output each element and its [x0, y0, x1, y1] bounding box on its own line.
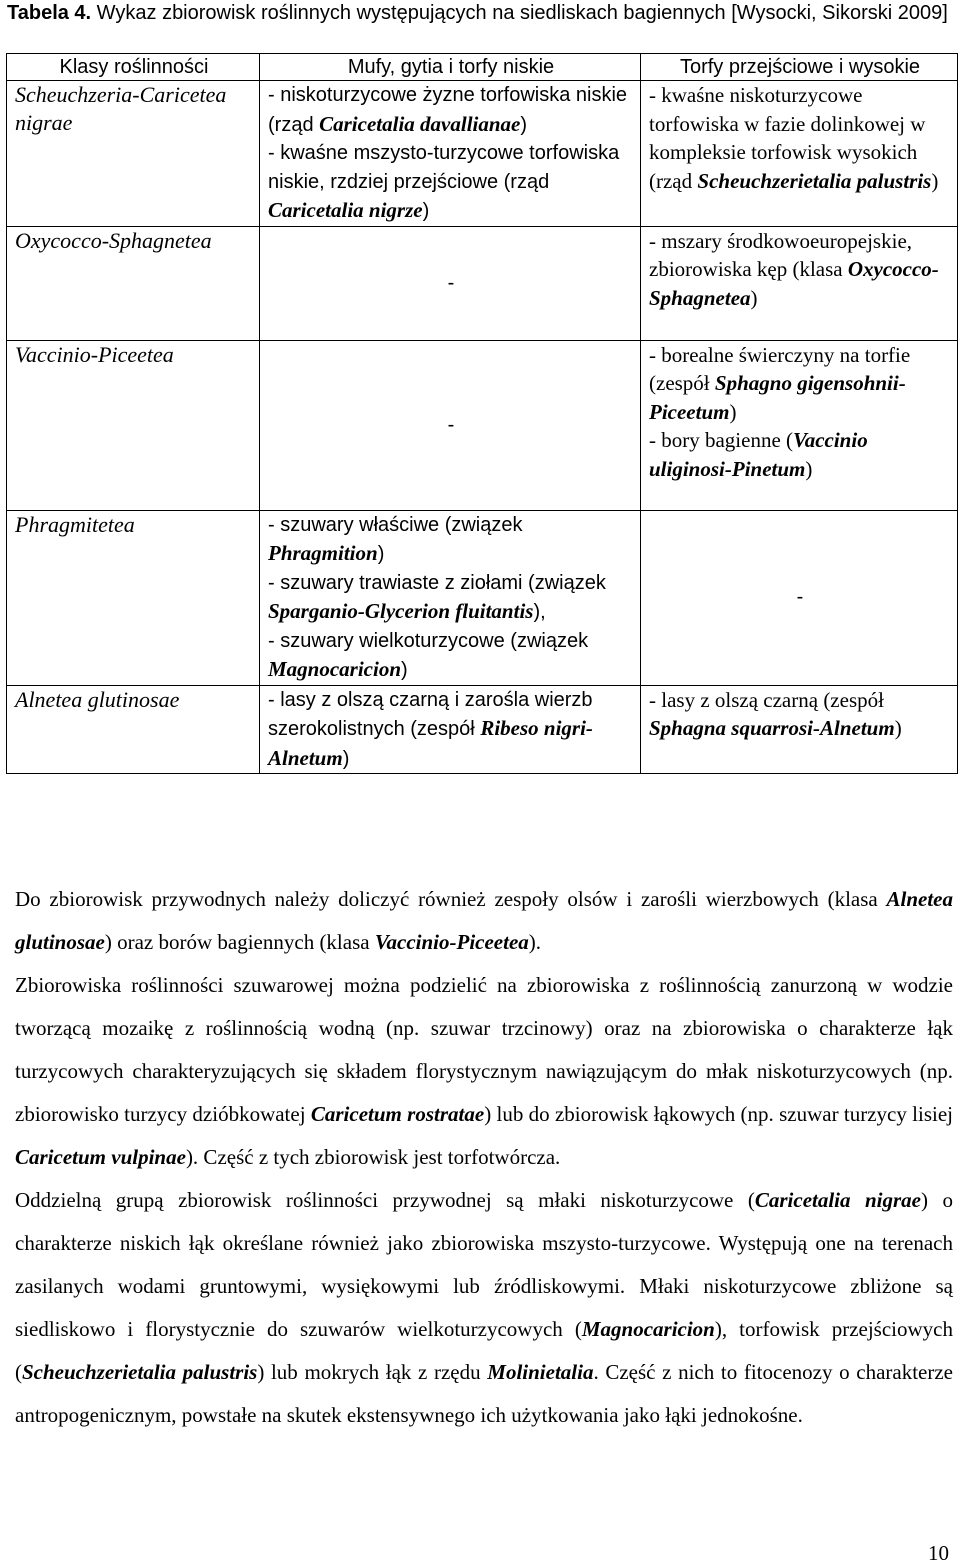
body-text: [15, 878, 953, 1437]
paragraph: Oddzielną grupą zbiorowisk roślinności przywodnej są młaki niskoturzycowe (Caricetalia nigrae) o charakterze niskich łąk określane również jako zbiorowiska mszysto-turzycowe. Występują one na terenach zasilanych wodami gruntowymi, wysiękowymi lub źródliskowymi. Młaki niskoturzycowe zbliżone są siedliskowo i florystycznie do szuwarów wielkoturzycowych (Magnocaricion), torfowisk przejściowych (Scheuchzerietalia palustris) lub mokrych łąk z rzędu Molinietalia. Część z nich to fitocenozy o charakterze antropogenicznym, powstałe na skutek ekstensywnego ich użytkowania jako łąki jednokośne.: [15, 1188, 953, 1427]
header-classes: Klasy roślinności: [7, 54, 260, 81]
table-caption-label: Tabela 4.: [7, 2, 92, 24]
latin-name: Sparganio-Glycerion fluitantis: [268, 599, 534, 623]
paragraph: Do zbiorowisk przywodnych należy doliczyć również zespoły olsów i zarośli wierzbowych (klasa Alnetea glutinosae) oraz borów bagiennych (klasa Vaccinio-Piceetea).: [15, 887, 953, 954]
latin-name: Caricetum rostratae: [310, 1102, 485, 1126]
empty-dash-cell: -: [260, 340, 641, 510]
table-caption: [7, 0, 955, 27]
high-peat-cell: - mszary środkowoeuropejskie, zbiorowiska kęp (klasa Oxycocco-Sphagnetea): [641, 226, 958, 340]
latin-name: Phragmition: [268, 541, 378, 565]
table-caption-text: Wykaz zbiorowisk roślinnych występujących na siedliskach bagiennych [Wysocki, Sikorski 2009]: [91, 2, 948, 24]
header-low-peat: Mufy, gytia i torfy niskie: [260, 54, 641, 81]
latin-name: Scheuchzerietalia palustris: [697, 168, 932, 193]
class-name-cell: Scheuchzeria-Caricetea nigrae: [7, 81, 260, 227]
latin-name: Vaccinio uliginosi-Pinetum: [649, 428, 868, 481]
high-peat-cell: - borealne świerczyny na torfie (zespół Sphagno gigensohnii-Piceetum) - bory bagienne (Vaccinio uliginosi-Pinetum): [641, 340, 958, 510]
latin-name: Caricetalia davallianae: [319, 111, 521, 136]
empty-dash-cell: -: [260, 226, 641, 340]
latin-name: Magnocaricion: [268, 657, 402, 681]
header-high-peat: Torfy przejściowe i wysokie: [641, 54, 958, 81]
latin-name: Ribeso nigri-Alnetum: [268, 716, 593, 770]
high-peat-cell: - lasy z olszą czarną (zespół Sphagna squarrosi-Alnetum): [641, 685, 958, 774]
low-peat-cell: - lasy z olszą czarną i zarośla wierzb szerokolistnych (zespół Ribeso nigri-Alnetum): [260, 685, 641, 774]
latin-name: Oxycocco-Sphagnetea: [649, 257, 939, 310]
class-name-cell: Oxycocco-Sphagnetea: [7, 226, 260, 340]
table-row: [7, 81, 958, 227]
class-name-cell: Vaccinio-Piceetea: [7, 340, 260, 510]
latin-name: Scheuchzerietalia palustris: [22, 1360, 258, 1384]
latin-name: Alnetea glutinosae: [15, 887, 953, 954]
high-peat-cell: - kwaśne niskoturzycowe torfowiska w fazie dolinkowej w kompleksie torfowisk wysokich (rząd Scheuchzerietalia palustris): [641, 81, 958, 227]
latin-name: Vaccinio-Piceetea: [374, 930, 529, 954]
paragraph: Zbiorowiska roślinności szuwarowej można podzielić na zbiorowiska z roślinnością zanurzoną w wodzie tworzącą mozaikę z roślinnością wodną (np. szuwar trzcinowy) oraz na zbiorowiska o charakterze łąk turzycowych charakteryzujących się składem florystycznym nawiązującym do młak niskoturzycowych (np. zbiorowisko turzycy dzióbkowatej Caricetum rostratae) lub do zbiorowisk łąkowych (np. szuwar turzycy lisiej Caricetum vulpinae). Część z tych zbiorowisk jest torfotwórcza.: [15, 973, 953, 1169]
empty-dash-cell: -: [641, 510, 958, 685]
vegetation-table: [6, 53, 958, 774]
table-row: [7, 340, 958, 510]
low-peat-cell: - niskoturzycowe żyzne torfowiska niskie (rząd Caricetalia davallianae) - kwaśne mszysto-turzycowe torfowiska niskie, rzdziej przejściowe (rząd Caricetalia nigrze): [260, 81, 641, 227]
latin-name: Sphagna squarrosi-Alnetum: [649, 716, 895, 740]
class-name-cell: Alnetea glutinosae: [7, 685, 260, 774]
low-peat-cell: - szuwary właściwe (związek Phragmition) - szuwary trawiaste z ziołami (związek Sparganio-Glycerion fluitantis), - szuwary wielkoturzycowe (związek Magnocaricion): [260, 510, 641, 685]
table-row: [7, 685, 958, 774]
table-row: [7, 226, 958, 340]
latin-name: Sphagno gigensohnii-Piceetum: [649, 371, 906, 424]
latin-name: Caricetalia nigrae: [754, 1188, 922, 1212]
page-number: 10: [928, 1541, 949, 1565]
table-header-row: [7, 54, 958, 81]
latin-name: Magnocaricion: [581, 1317, 715, 1341]
class-name-cell: Phragmitetea: [7, 510, 260, 685]
latin-name: Caricetum vulpinae: [15, 1145, 186, 1169]
latin-name: Molinietalia: [487, 1360, 594, 1384]
latin-name: Caricetalia nigrze: [268, 198, 423, 222]
table-row: [7, 510, 958, 685]
